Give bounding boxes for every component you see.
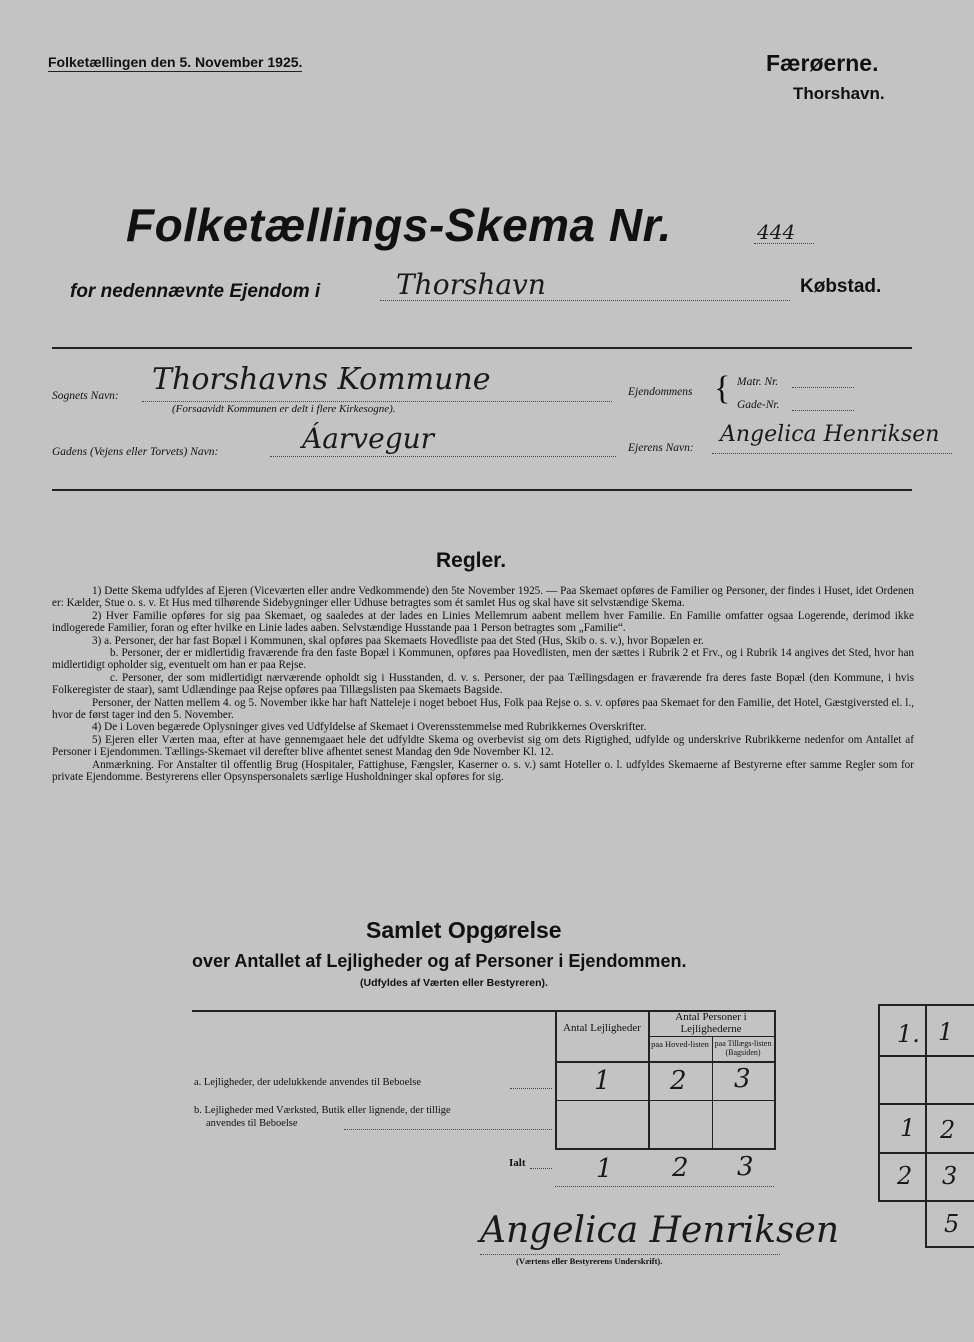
row-a-lejligheder: 1 [594, 1066, 611, 1096]
rule-paragraph: 2) Hver Familie opføres for sig paa Skemaet, og saaledes at der lades en Linies Mellemrum aabent mellem hver Familie. En Familie omfatter ogsaa Logerende, derimod ikke indlogerede Familier, foran og efter hvilke en Linie lades aaben. Selvstændige Husstande paa 1 Person betragtes som „Familie“. [52, 609, 914, 635]
owner-line [712, 453, 952, 454]
gade-label: Gade-Nr. [737, 399, 780, 411]
form-number-handwritten: 444 [757, 220, 796, 244]
gade-line [792, 410, 854, 411]
rules-text [52, 585, 914, 784]
region-name: Færøerne. [766, 50, 879, 76]
tally-cell: 2 [940, 1116, 956, 1144]
total-leader [530, 1168, 552, 1169]
property-suffix: Købstad. [800, 276, 882, 297]
rule-paragraph: c. Personer, der som midlertidigt nærværende opholdt sig i Husstanden, d. v. s. Personer, der paa Tællingsdagen er fraværende fra deres faste Bopæl (den Kommune, i hvis Folkeregister de staar), samt Udlændinge paa Rejse opføres paa Tillægslisten paa Skemaets Bagside. [52, 671, 914, 697]
table-col-line [555, 1010, 557, 1150]
tally-line [878, 1152, 974, 1154]
row-a-label: a. Lejligheder, der udelukkende anvendes til Beboelse [194, 1077, 421, 1088]
total-lejligheder: 1 [596, 1154, 613, 1184]
tally-cell: 1 [900, 1114, 916, 1142]
table-header-bottom [555, 1061, 774, 1063]
row-b-label: b. Lejligheder med Værksted, Butik eller lignende, der tillige [194, 1105, 451, 1116]
census-title: Folketællingen den 5. November 1925. [48, 54, 303, 70]
table-header-split [648, 1036, 774, 1037]
property-line [380, 300, 790, 301]
row-b-label: anvendes til Beboelse [206, 1118, 298, 1129]
parish-value: Thorshavns Kommune [152, 362, 491, 397]
table-row-line [555, 1100, 774, 1101]
total-tillaeg: 3 [737, 1152, 754, 1182]
col-lejligheder-header: Antal Lejligheder [563, 1022, 641, 1034]
owner-value: Angelica Henriksen [720, 422, 940, 447]
tally-cell: 5 [944, 1210, 960, 1238]
street-label: Gadens (Vejens eller Torvets) Navn: [52, 446, 219, 458]
tally-line [878, 1055, 974, 1057]
owner-signature: Angelica Henriksen [480, 1210, 840, 1251]
tally-line [925, 1004, 927, 1248]
total-underline [555, 1186, 774, 1187]
tally-line [878, 1103, 974, 1105]
divider-bottom [52, 489, 912, 491]
summary-subheading: over Antallet af Lejligheder og af Personer i Ejendommen. [192, 951, 687, 971]
property-brace: { [714, 370, 731, 407]
col-tillaeg-header: paa Tillægs-listen (Bagsiden) [714, 1039, 772, 1057]
table-col-line [648, 1010, 650, 1150]
street-line [270, 456, 616, 457]
parish-label: Sognets Navn: [52, 390, 119, 402]
tally-cell: 2 [897, 1162, 913, 1190]
form-number-line [754, 243, 814, 244]
rules-heading: Regler. [436, 549, 507, 572]
divider-top [52, 347, 912, 349]
rule-paragraph: Anmærkning. For Anstalter til offentlig Brug (Hospitaler, Fattighuse, Fængsler, Kaserner o. s. v.) samt Hoteller o. l. udfyldes Skemaerne af Bestyrerne efter samme Regler som for private Ejendomme. Bestyrerens eller Opsynspersonalets særlige Husholdninger skal opføres for sig. [52, 758, 914, 784]
form-title: Folketællings-Skema Nr. [126, 199, 672, 251]
owner-label: Ejerens Navn: [628, 442, 694, 454]
row-b-leader [344, 1129, 552, 1130]
row-a-hoved: 2 [670, 1066, 687, 1096]
tally-line [878, 1200, 974, 1202]
rule-paragraph: 1) Dette Skema udfyldes af Ejeren (Viceværten eller andre Vedkommende) den 5te November 1925. — Paa Skemaet opføres de Familier og Personer, der findes i Huset, idet Ordenen er: Kælder, Stue o. s. v. Et Hus med tilhørende Sidebygninger eller Udhuse betragtes som ét samlet Hus og skal have sit selvstændige Skema. [52, 585, 914, 610]
property-handwritten: Thorshavn [396, 268, 546, 301]
signature-line [480, 1254, 780, 1255]
tally-cell: 1 [938, 1018, 954, 1046]
parish-line [142, 401, 612, 402]
matr-label: Matr. Nr. [737, 376, 779, 388]
rule-paragraph: Personer, der Natten mellem 4. og 5. November ikke har haft Natteleje i noget beboet Hus, Folk paa Rejse o. s. v. opføres paa Skemaet for den Familie, det Hotel, Gæstgiversted el. l., hvor de først tager ind den 5. November. [52, 696, 914, 722]
signature-caption: (Værtens eller Bestyrerens Underskrift). [516, 1256, 663, 1266]
rule-paragraph: 5) Ejeren eller Værten maa, efter at have gennemgaaet hele det udfyldte Skema og overbevist sig om dets Rigtighed, udfylde og underskrive Rubrikkerne nedenfor om Antallet af Personer i Ejendommen. Tællings-Skemaet vil derefter blive afhentet senest Mandag den 9de November Kl. 12. [52, 733, 914, 759]
col-hoved-header: paa Hoved-listen [651, 1039, 709, 1049]
total-hoved: 2 [672, 1153, 689, 1183]
tally-cell: 3 [942, 1162, 958, 1190]
row-a-tillaeg: 3 [734, 1064, 751, 1094]
rule-paragraph: b. Personer, der er midlertidig fraværende fra den faste Bopæl i Kommunen, opføres paa Hovedlisten, men der sættes i Rubrik 2 et Frv., og i Rubrik 14 angives det Sted, hvor han midlertidigt opholder sig, eventuelt om han er paa Rejse. [52, 647, 914, 672]
rule-paragraph: 3) a. Personer, der har fast Bopæl i Kommunen, skal opføres paa Skemaets Hovedliste paa det Sted (Hus, Skib o. s. v.), hvor Bopælen er. [92, 634, 704, 647]
table-row-line [555, 1148, 774, 1150]
total-label: Ialt [509, 1157, 526, 1169]
street-value: Áarvegur [302, 422, 435, 455]
rule-paragraph: 4) De i Loven begærede Oplysninger gives ved Udfyldelse af Skemaet i Overensstemmelse med Rubrikkernes Overskrifter. [92, 721, 647, 734]
tally-cell: 1. [897, 1020, 920, 1048]
tally-line [925, 1246, 974, 1248]
col-persons-header: Antal Personer i Lejlighederne [675, 1011, 747, 1035]
parish-note: (Forsaavidt Kommunen er delt i flere Kirkesogne). [172, 403, 396, 415]
summary-heading: Samlet Opgørelse [366, 917, 562, 943]
matr-line [792, 387, 854, 388]
summary-note: (Udfyldes af Værten eller Bestyreren). [360, 977, 548, 989]
property-label: Ejendommens [628, 386, 693, 398]
row-a-leader [510, 1088, 552, 1089]
table-col-line [774, 1010, 776, 1150]
property-prefix: for nedennævnte Ejendom i [70, 281, 321, 302]
town-name: Thorshavn. [793, 84, 885, 103]
